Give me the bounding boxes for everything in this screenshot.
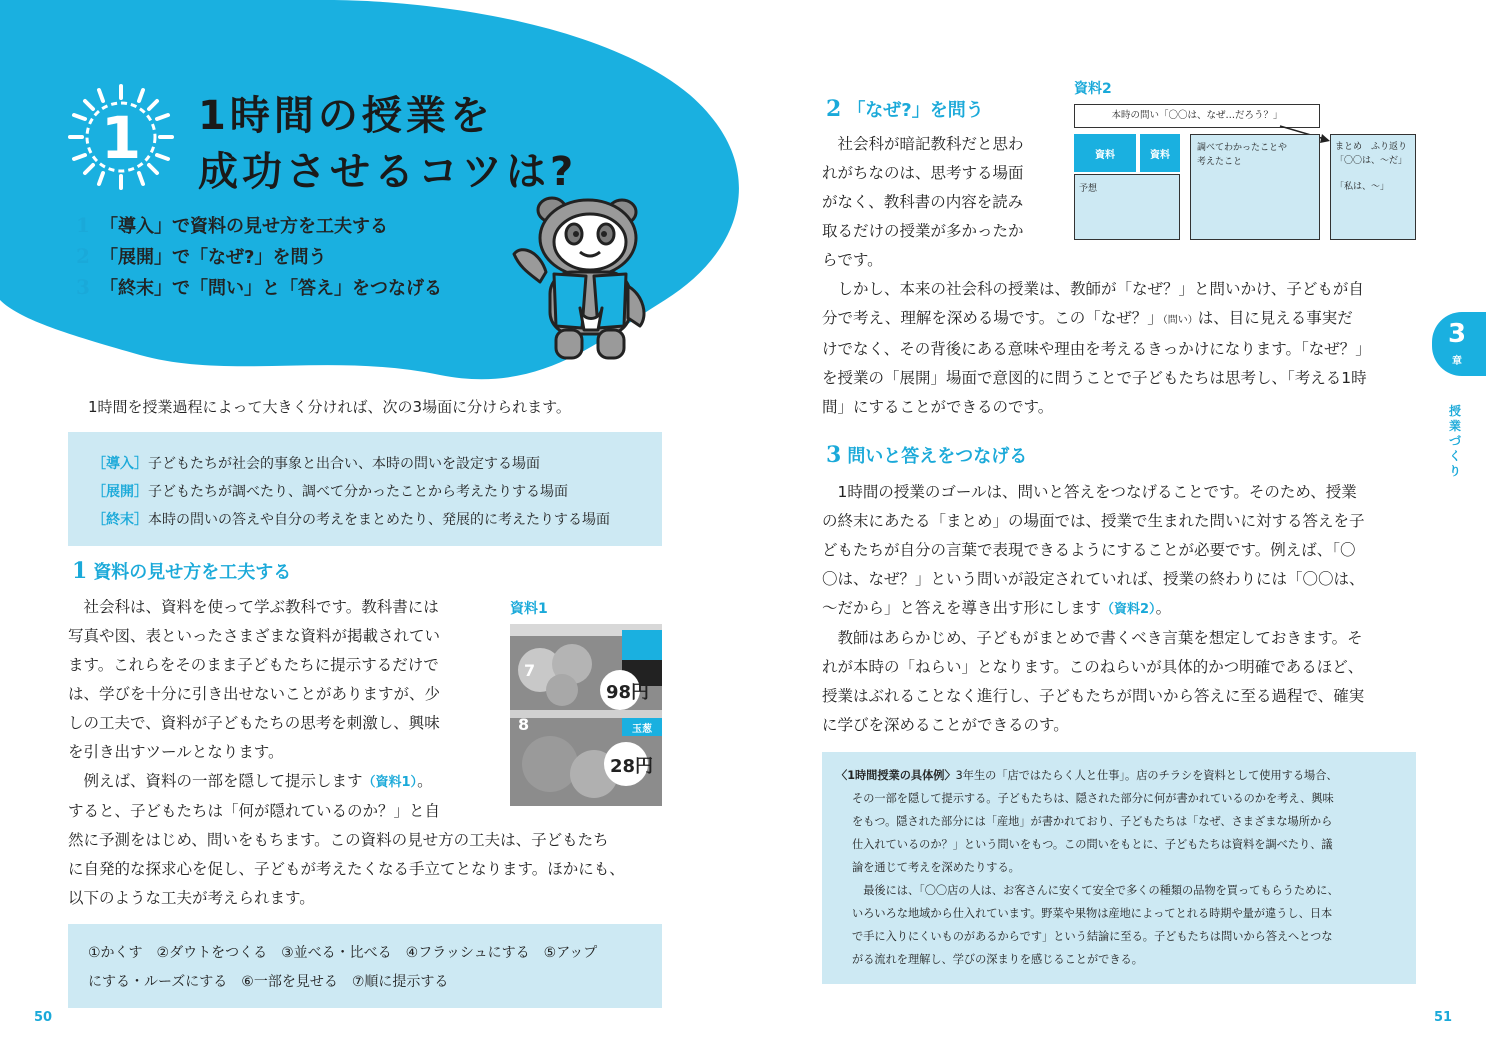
- chapter-tab-suffix: 章: [1452, 356, 1462, 367]
- section2-body: しかし、本来の社会科の授業は、教師が「なぜ？」と問いかけ、子どもが自 分で考え、理解を深める場です。この「なぜ？」（問い）は、目に見える事実だ けでなく、その背後にある意味や理由を考えるきっかけになります。「なぜ？」 を授業の「展開」場面で意図的に問うことで子どもたちは思考し、「考える1時 間」にすることができるのです。: [822, 280, 1371, 416]
- key-point: 2 「展開」で「なぜ?」を問う: [76, 244, 327, 268]
- chapter-number-badge: [66, 82, 176, 192]
- section3-body: 1時間の授業のゴールは、問いと答えをつなげることです。そのため、授業 の終末にあたる「まとめ」の場面では、授業で生まれた問いに対する答えを子 どもたちが自分の言葉で表現できるようにすることが必要です。例えば、「〇 〇は、なぜ？」という問いが設定されていれば、授業の終わりには「〇〇は、 ～だから」と答えを導き出す形にします（資料2）。 教師はあらかじめ、子どもがまとめで書くべき言葉を想定しておきます。そ れが本時の「ねらい」となります。このねらいが具体的かつ明確であるほど、 授業はぶれることなく進行し、子どもたちが問いから答えに至る過程で、確実 に学びを深めることができるのす。: [822, 483, 1365, 734]
- example-panel: 〈1時間授業の具体例〉3年生の「店ではたらく人と仕事」。店のチラシを資料として使用する場合、 その一部を隠して提示する。子どもたちは、隠された部分に何が書かれているのかを考え、興味 をもつ。隠された部分には「産地」が書かれており、子どもたちは「なぜ、さまざまな場所から 仕入れているのか？」という問いをもつ。この問いをもとに、子どもたちは資料を調べたり、議 論を通じて考えを深めたりする。 最後には、「〇〇店の人は、お客さんに安くて安全で多くの種類の品物を買ってもらうために、 いろいろな地域から仕入れています。野菜や果物は産地によってとれる時期や量が違うし、日本 で手に入りにくいものがあるからです」という結論に至る。子どもたちは問いから答えへとつな がる流れを理解し、学びの深まりを感じることができる。: [822, 752, 1416, 984]
- tools-line: ①かくす ②ダウトをつくる ③並べる・比べる ④フラッシュにする ⑤アップ: [88, 945, 598, 961]
- tools-line: にする・ルーズにする ⑥一部を見せる ⑦順に提示する: [88, 974, 449, 990]
- flyer-item1-number: 7: [524, 661, 536, 680]
- page-title-line1: 1時間の授業を: [198, 93, 494, 139]
- figure-reference: （資料1）: [362, 775, 418, 790]
- chapter-number: 1: [100, 104, 142, 172]
- chapter-tab-label: 授業づくり: [1448, 404, 1461, 478]
- flyer-item2-price: 28円: [610, 756, 654, 777]
- figure1-caption: 資料1: [510, 601, 548, 617]
- key-points: [76, 210, 442, 303]
- panda-mascot-illustration: [510, 196, 660, 366]
- diagram-prediction-box: 予想: [1074, 174, 1180, 240]
- phase-development: ［展開］子どもたちが調べたり、調べて分かったことから考えたりする場面: [92, 484, 568, 500]
- key-point: 1 「導入」で資料の見せ方を工夫する: [76, 213, 388, 237]
- intro-text: 1時間を授業過程によって大きく分ければ、次の3場面に分けられます。: [88, 398, 571, 416]
- flyer-item2-label: 玉葱: [632, 724, 652, 735]
- page-title-line2: 成功させるコツは?: [198, 149, 578, 195]
- chapter-tab: [1432, 312, 1486, 376]
- section3-heading: 3 問いと答えをつなげる: [826, 442, 1028, 468]
- flyer-item2-number: 8: [518, 715, 530, 734]
- diagram-summary-box: まとめ ふり返り 「〇〇は、～だ」 「私は、～」: [1330, 134, 1416, 240]
- diagram-question-box: 本時の問い「〇〇は、なぜ…だろう？」: [1074, 104, 1320, 128]
- section1-body: 社会科は、資料を使って学ぶ教科です。教科書には 写真や図、表といったさまざまな資料が掲載されてい ます。これらをそのまま子どもたちに提示するだけで は、学びを十分に引き出せないことがありますが、少 しの工夫で、資料が子どもたちの思考を刺激し、興味 を引き出すツールとなります。 例えば、資料の一部を隠して提示します（資料1）。 すると、子どもたちは「何が隠れているのか？」と自 然に予測をはじめ、問いをもちます。この資料の見せ方の工夫は、子どもたち に自発的な探求心を促し、子どもが考えたくなる手立てとなります。ほかにも、 以下のような工夫が考えられます。: [68, 598, 625, 907]
- section2-body-narrow: 社会科が暗記教科だと思わ れがちなのは、思考する場面 がなく、教科書の内容を読み 取るだけの授業が多かったか らです。: [822, 135, 1024, 269]
- page-number-left: 50: [34, 1010, 53, 1025]
- figure2-caption: 資料2: [1074, 81, 1112, 97]
- phases-panel: [68, 432, 662, 546]
- phase-conclusion: ［終末］本時の問いの答えや自分の考えをまとめたり、発展的に考えたりする場面: [92, 512, 610, 528]
- diagram-material-box: 資料: [1074, 134, 1136, 172]
- flyer-photo: [510, 624, 662, 806]
- section2-heading: 2 「なぜ?」を問う: [826, 96, 984, 122]
- phase-intro: ［導入］子どもたちが社会的事象と出合い、本時の問いを設定する場面: [92, 456, 540, 472]
- diagram-findings-box: 調べてわかったことや 考えたこと: [1190, 134, 1320, 240]
- tools-panel: [68, 924, 662, 1008]
- flyer-item1-price: 98円: [606, 682, 650, 703]
- diagram-material-box: 資料: [1140, 134, 1180, 172]
- page-number-right: 51: [1434, 1010, 1453, 1025]
- figure-reference: （資料2）: [1101, 602, 1156, 617]
- section1-heading: 1 資料の見せ方を工夫する: [72, 558, 292, 584]
- example-label: 〈1時間授業の具体例〉: [836, 769, 956, 782]
- chapter-tab-number: 3: [1447, 319, 1467, 349]
- key-point: 3 「終末」で「問い」と「答え」をつなげる: [76, 275, 442, 299]
